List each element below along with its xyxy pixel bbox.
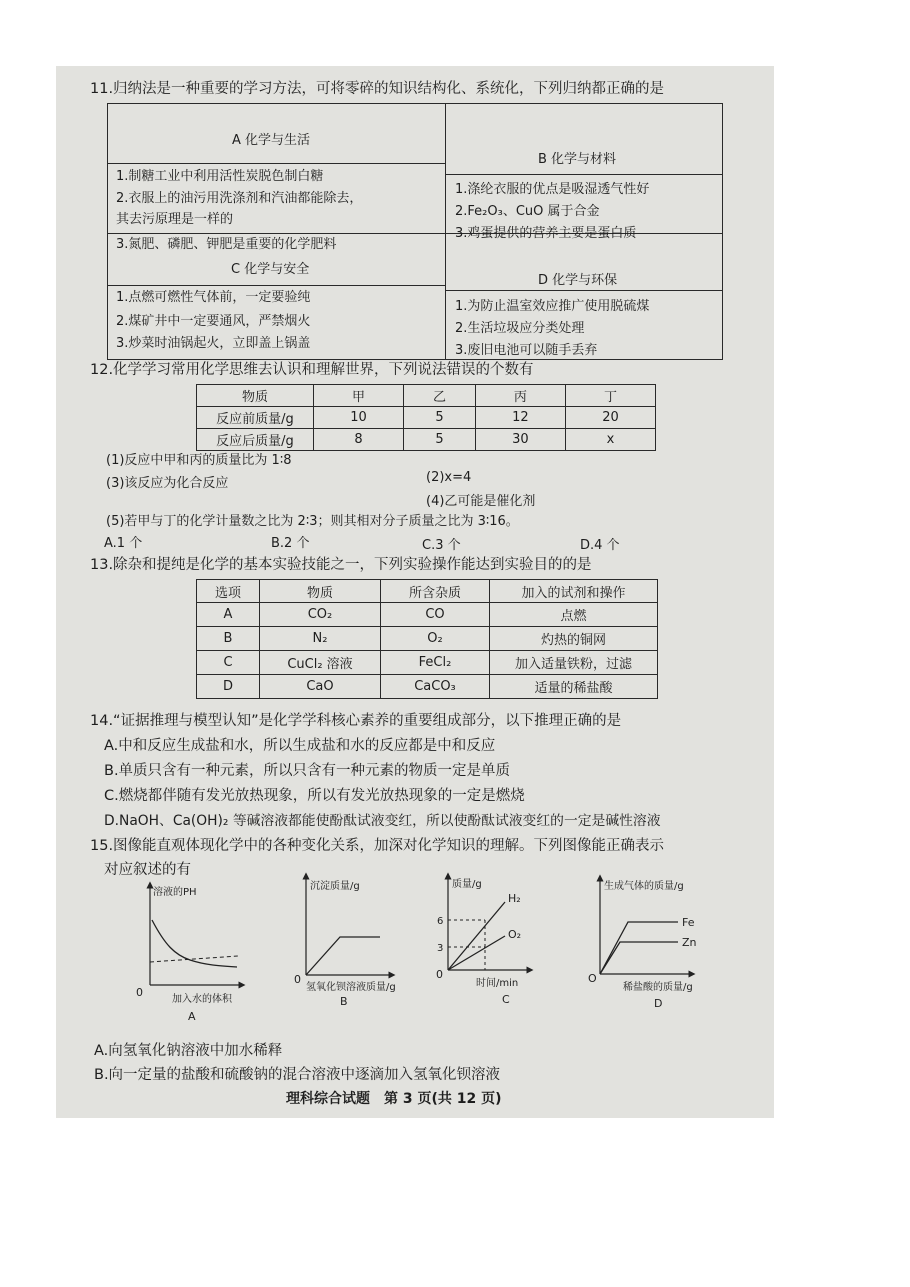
q12-statement-1: (1)反应中甲和丙的质量比为 1∶8	[106, 453, 292, 468]
table-row	[197, 651, 658, 675]
graph-a-tag: A	[188, 1010, 196, 1023]
graph-d-label-fe: Fe	[682, 916, 695, 929]
graph-c-tag: C	[502, 993, 510, 1006]
table-row	[197, 675, 658, 699]
table-cell: CaCO₃	[381, 675, 490, 699]
table-cell: CO	[381, 603, 490, 627]
graph-a-ylabel: 溶液的PH	[153, 887, 197, 898]
graph-c-origin: 0	[436, 968, 443, 981]
graph-b-line	[306, 937, 380, 975]
table-cell: 5	[404, 429, 476, 451]
q11-rule	[108, 163, 445, 164]
q11-b-item: 3.鸡蛋提供的营养主要是蛋白质	[455, 226, 637, 241]
q11-b-item: 2.Fe₂O₃、CuO 属于合金	[455, 204, 600, 219]
table-header: 丁	[565, 385, 655, 407]
q15-option-a: A.向氢氧化钠溶液中加水稀释	[94, 1043, 283, 1059]
q11-rule	[446, 174, 722, 175]
table-cell: D	[197, 675, 260, 699]
q11-c-title: C 化学与安全	[231, 262, 310, 277]
q11-b-title: B 化学与材料	[538, 152, 617, 167]
q14-option-a: A.中和反应生成盐和水，所以生成盐和水的反应都是中和反应	[104, 738, 496, 754]
graph-d-line-zn	[600, 942, 678, 974]
q12-stem: 12.化学学习常用化学思维去认识和理解世界，下列说法错误的个数有	[90, 362, 534, 378]
table-cell: 30	[475, 429, 565, 451]
q11-a-item: 其去污原理是一样的	[116, 212, 234, 227]
table-cell: 20	[565, 407, 655, 429]
table-header: 丙	[475, 385, 565, 407]
graph-c-tick-3: 3	[437, 943, 444, 954]
graph-b-xlabel: 氢氧化钡溶液质量/g	[306, 982, 396, 993]
q11-b-item: 1.涤纶衣服的优点是吸湿透气性好	[455, 182, 650, 197]
table-cell: 反应后质量/g	[197, 429, 314, 451]
table-header: 选项	[197, 580, 260, 603]
graph-c-line-h2	[448, 902, 505, 970]
table-cell: 12	[475, 407, 565, 429]
table-cell: 反应前质量/g	[197, 407, 314, 429]
table-header: 加入的试剂和操作	[490, 580, 658, 603]
q12-option-a: A.1 个	[104, 536, 143, 551]
table-cell: N₂	[260, 627, 381, 651]
q11-a-item: 1.制糖工业中利用活性炭脱色制白糖	[116, 169, 324, 184]
q12-statement-4: (4)乙可能是催化剂	[426, 494, 536, 509]
table-row	[197, 407, 656, 429]
table-header-row	[197, 385, 656, 407]
q13-stem: 13.除杂和提纯是化学的基本实验技能之一，下列实验操作能达到实验目的的是	[90, 557, 592, 573]
q12-option-b: B.2 个	[271, 536, 310, 551]
q11-a-item: 2.衣服上的油污用洗涤剂和汽油都能除去，	[116, 191, 363, 206]
graph-b	[294, 876, 396, 1008]
graph-a-curve	[152, 920, 237, 967]
q11-rule	[108, 285, 445, 286]
table-cell: 8	[314, 429, 404, 451]
table-cell: CO₂	[260, 603, 381, 627]
graph-d-label-zn: Zn	[682, 936, 697, 949]
graph-c-label-o2: O₂	[508, 928, 522, 941]
graph-a	[136, 885, 242, 1023]
q12-statement-2: (2)x=4	[426, 470, 472, 485]
q15-option-b: B.向一定量的盐酸和硫酸钠的混合溶液中逐滴加入氢氧化钡溶液	[94, 1067, 501, 1083]
q11-stem: 11.归纳法是一种重要的学习方法，可将零碎的知识结构化、系统化，下列归纳都正确的是	[90, 81, 665, 97]
q11-a-item: 3.氮肥、磷肥、钾肥是重要的化学肥料	[116, 237, 337, 252]
table-cell: 10	[314, 407, 404, 429]
table-cell: C	[197, 651, 260, 675]
table-cell: CaO	[260, 675, 381, 699]
q11-c-item: 3.炒菜时油锅起火，立即盖上锅盖	[116, 336, 311, 351]
graph-b-ylabel: 沉淀质量/g	[310, 881, 360, 892]
table-cell: A	[197, 603, 260, 627]
table-row	[197, 603, 658, 627]
q11-rule	[446, 290, 722, 291]
q11-a-title: A 化学与生活	[232, 133, 311, 148]
table-cell: B	[197, 627, 260, 651]
page-footer: 理科综合试题 第 3 页(共 12 页)	[286, 1091, 502, 1107]
q15-stem: 15.图像能直观体现化学中的各种变化关系，加深对化学知识的理解。下列图像能正确表示	[90, 838, 665, 854]
graph-a-xlabel: 加入水的体积	[172, 994, 232, 1005]
q12-option-d: D.4 个	[580, 538, 620, 553]
q12-table	[196, 384, 656, 451]
graph-c	[436, 876, 530, 1006]
graph-b-tag: B	[340, 995, 348, 1008]
graph-a-origin: 0	[136, 986, 143, 999]
graph-d-origin: O	[588, 972, 597, 985]
table-header: 甲	[314, 385, 404, 407]
graph-d-line-fe	[600, 922, 678, 974]
table-row	[197, 429, 656, 451]
q11-d-title: D 化学与环保	[538, 273, 618, 288]
q15-graphs	[130, 870, 730, 1040]
table-cell: FeCl₂	[381, 651, 490, 675]
table-cell: x	[565, 429, 655, 451]
graph-c-label-h2: H₂	[508, 892, 521, 905]
table-header: 乙	[404, 385, 476, 407]
table-cell: 加入适量铁粉，过滤	[490, 651, 658, 675]
q13-table	[196, 579, 658, 699]
table-cell: 点燃	[490, 603, 658, 627]
q14-option-c: C.燃烧都伴随有发光放热现象，所以有发光放热现象的一定是燃烧	[104, 788, 525, 804]
table-header: 所含杂质	[381, 580, 490, 603]
graph-d-ylabel: 生成气体的质量/g	[604, 881, 684, 892]
q15-stem-cont: 对应叙述的有	[104, 862, 191, 878]
q11-c-item: 1.点燃可燃性气体前，一定要验纯	[116, 290, 311, 305]
table-header-row	[197, 580, 658, 603]
table-header: 物质	[197, 385, 314, 407]
graph-d-tag: D	[654, 997, 663, 1010]
table-cell: O₂	[381, 627, 490, 651]
q11-divider-v	[445, 104, 446, 359]
graph-b-origin: 0	[294, 973, 301, 986]
table-cell: 适量的稀盐酸	[490, 675, 658, 699]
q12-option-c: C.3 个	[422, 538, 461, 553]
q12-statement-3: (3)该反应为化合反应	[106, 476, 229, 491]
q11-d-item: 2.生活垃圾应分类处理	[455, 321, 585, 336]
table-header: 物质	[260, 580, 381, 603]
graph-c-line-o2	[448, 936, 505, 970]
graph-d-xlabel: 稀盐酸的质量/g	[623, 982, 693, 993]
table-cell: 5	[404, 407, 476, 429]
q11-d-item: 3.废旧电池可以随手丢弃	[455, 343, 598, 358]
graph-c-ylabel: 质量/g	[452, 879, 482, 890]
q11-d-item: 1.为防止温室效应推广使用脱硫煤	[455, 299, 650, 314]
q14-option-d: D.NaOH、Ca(OH)₂ 等碱溶液都能使酚酞试液变红，所以使酚酞试液变红的一定是碱性溶液	[104, 813, 661, 829]
table-cell: CuCl₂ 溶液	[260, 651, 381, 675]
graph-c-xlabel: 时间/min	[476, 978, 519, 989]
q14-stem: 14.“证据推理与模型认知”是化学学科核心素养的重要组成部分，以下推理正确的是	[90, 713, 622, 729]
q12-statement-5: (5)若甲与丁的化学计量数之比为 2∶3；则其相对分子质量之比为 3∶16。	[106, 514, 519, 529]
graph-c-tick-6: 6	[437, 916, 444, 927]
table-row	[197, 627, 658, 651]
graph-d	[588, 878, 697, 1010]
q14-option-b: B.单质只含有一种元素，所以只含有一种元素的物质一定是单质	[104, 763, 511, 779]
q11-c-item: 2.煤矿井中一定要通风，严禁烟火	[116, 314, 311, 329]
table-cell: 灼热的铜网	[490, 627, 658, 651]
